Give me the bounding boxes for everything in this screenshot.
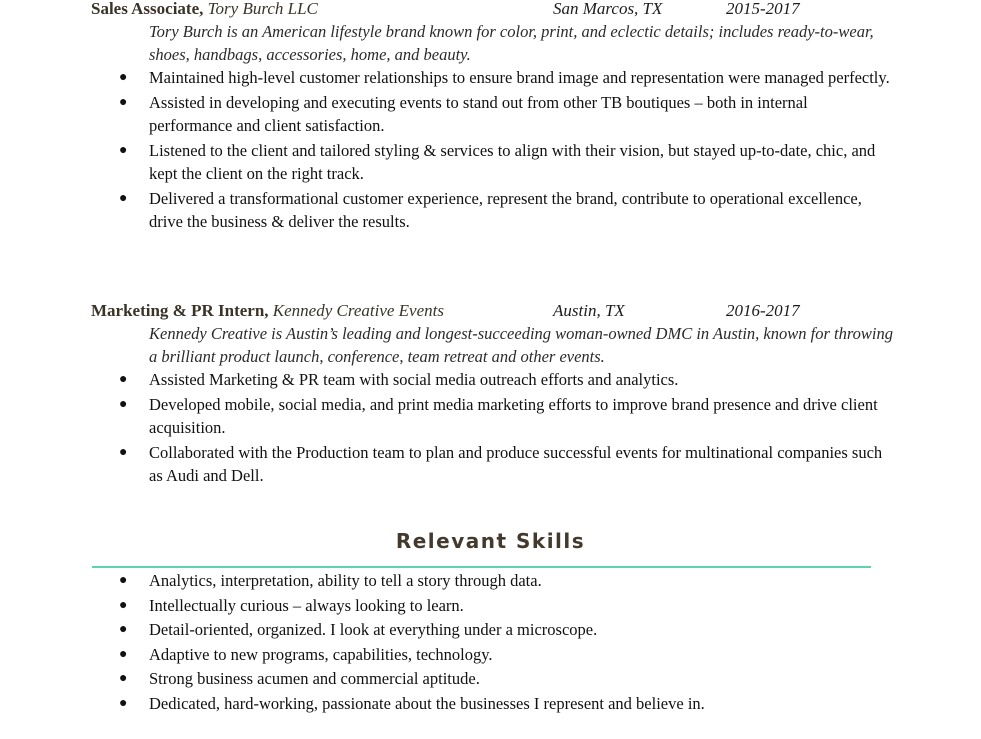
job-bullets bbox=[0, 368, 981, 488]
job-bullets bbox=[0, 66, 981, 234]
list-item bbox=[0, 441, 894, 488]
bullet-text: Delivered a transformational customer experience, represent the brand, contribute to operational excellence, drive the business & deliver the results. bbox=[149, 188, 862, 231]
list-item bbox=[0, 393, 894, 440]
job-header bbox=[0, 0, 981, 20]
skill-text: Strong business acumen and commercial aptitude. bbox=[149, 669, 480, 688]
bullet-icon: ● bbox=[119, 671, 128, 686]
bullet-text: Listened to the client and tailored styling & services to align with their vision, but stayed up-to-date, chic, and kept the client on the right track. bbox=[149, 140, 876, 183]
job-title: Marketing & PR Intern, bbox=[91, 301, 269, 320]
bullet-icon: ● bbox=[119, 444, 128, 460]
job-entry bbox=[0, 0, 981, 235]
bullet-text: Developed mobile, social media, and print media marketing efforts to improve brand presence and drive client acquisition. bbox=[149, 394, 878, 437]
list-item bbox=[0, 667, 894, 691]
job-company: Tory Burch LLC bbox=[207, 0, 318, 18]
bullet-icon: ● bbox=[119, 646, 128, 662]
job-location: Austin, TX bbox=[553, 301, 625, 320]
job-title: Sales Associate, bbox=[91, 0, 204, 18]
job-header bbox=[0, 300, 981, 322]
list-item bbox=[0, 643, 894, 667]
bullet-icon: ● bbox=[119, 190, 128, 206]
bullet-text: Collaborated with the Production team to plan and produce successful events for multinational companies such as Audi and Dell. bbox=[149, 442, 883, 485]
skill-text: Analytics, interpretation, ability to tell a story through data. bbox=[149, 571, 542, 590]
bullet-icon: ● bbox=[119, 70, 128, 85]
list-item bbox=[0, 368, 894, 392]
bullet-icon: ● bbox=[119, 94, 128, 110]
job-description: Tory Burch is an American lifestyle brand known for color, print, and eclectic details; includes ready-to-wear, shoes, handbags, accessories, home, and beauty. bbox=[149, 22, 874, 64]
list-item bbox=[0, 139, 894, 186]
bullet-text: Maintained high-level customer relationships to ensure brand image and representation were managed perfectly. bbox=[149, 68, 890, 87]
list-item bbox=[0, 187, 894, 234]
skill-text: Detail-oriented, organized. I look at everything under a microscope. bbox=[149, 620, 598, 639]
bullet-icon: ● bbox=[119, 142, 128, 158]
list-item bbox=[0, 66, 894, 90]
job-dates: 2016-2017 bbox=[726, 301, 800, 320]
bullet-icon: ● bbox=[119, 695, 128, 711]
job-title-line bbox=[91, 300, 444, 322]
job-company: Kennedy Creative Events bbox=[272, 301, 444, 320]
job-entry bbox=[0, 300, 981, 489]
job-description: Kennedy Creative is Austin’s leading and longest-succeeding woman-owned DMC in Austin, known for throwing a brilliant product launch, conference, team retreat and other events. bbox=[149, 324, 893, 366]
list-item bbox=[0, 569, 894, 593]
list-item bbox=[0, 692, 894, 716]
bullet-icon: ● bbox=[119, 396, 128, 412]
section-title-skills: Relevant Skills bbox=[395, 529, 586, 553]
bullet-icon: ● bbox=[119, 573, 128, 588]
bullet-icon: ● bbox=[119, 622, 128, 637]
skill-text: Adaptive to new programs, capabilities, technology. bbox=[149, 644, 493, 664]
bullet-icon: ● bbox=[119, 597, 128, 613]
skill-text: Intellectually curious – always looking to learn. bbox=[149, 595, 464, 615]
job-location: San Marcos, TX bbox=[553, 0, 663, 18]
list-item bbox=[0, 91, 894, 138]
bullet-text: Assisted in developing and executing events to stand out from other TB boutiques – both in internal performance and client satisfaction. bbox=[149, 92, 808, 135]
bullet-text: Assisted Marketing & PR team with social media outreach efforts and analytics. bbox=[149, 370, 679, 389]
job-dates: 2015-2017 bbox=[726, 0, 800, 18]
job-title-line bbox=[91, 0, 318, 20]
skill-text: Dedicated, hard-working, passionate about the businesses I represent and believe in. bbox=[149, 693, 705, 713]
bullet-icon: ● bbox=[119, 372, 128, 387]
skills-list bbox=[0, 569, 981, 716]
list-item bbox=[0, 618, 894, 642]
list-item bbox=[0, 594, 894, 618]
section-divider bbox=[92, 566, 871, 568]
